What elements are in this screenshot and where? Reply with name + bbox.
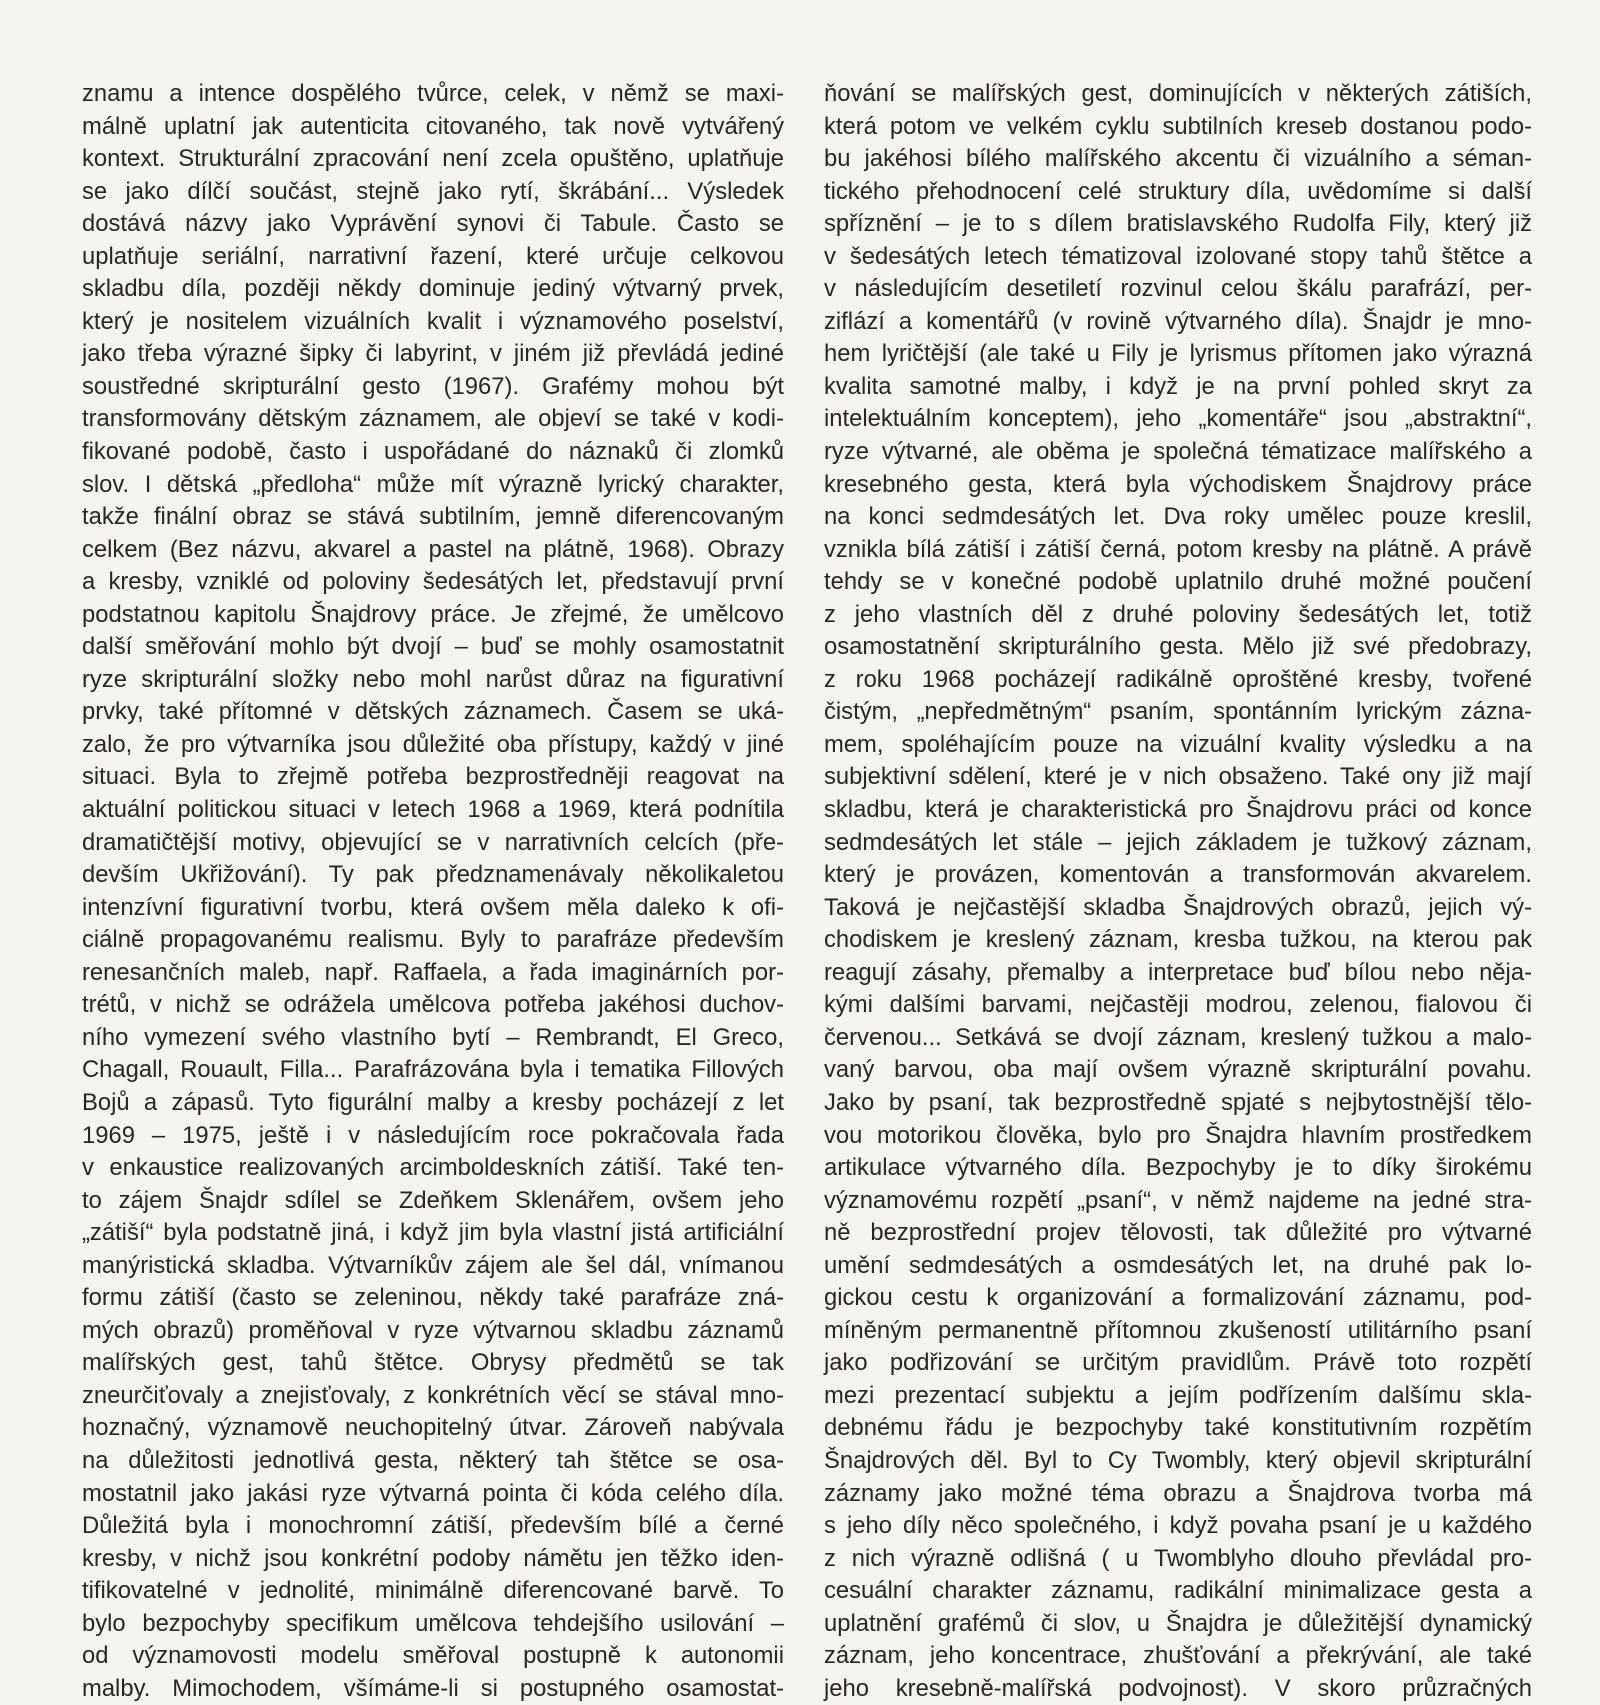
text-line: manýristická skladba. Výtvarníkův zájem ale šel dál, vnímanou: [82, 1251, 784, 1279]
text-line: debnému řádu je bezpochyby také konstitutivním rozpětím: [824, 1414, 1532, 1442]
text-line: spříznění – je to s dílem bratislavského Rudolfa Fily, který již: [824, 210, 1532, 238]
text-line: skladbu díla, později někdy dominuje jediný výtvarný prvek,: [82, 275, 784, 303]
text-line: kresby, v nichž jsou konkrétní podoby námětu jen těžko iden-: [82, 1544, 784, 1572]
text-line: umění sedmdesátých a osmdesátých let, na druhé pak lo-: [824, 1251, 1532, 1279]
text-line: hoznačný, významově neuchopitelný útvar. Zároveň nabývala: [82, 1414, 784, 1442]
text-line: Jako by psaní, tak bezprostředně spjaté s nejbytostnější tělo-: [824, 1088, 1532, 1116]
text-line: kontext. Strukturální zpracování není zcela opuštěno, uplatňuje: [82, 145, 784, 173]
text-line: osamostatnění skripturálního gesta. Mělo již své předobrazy,: [824, 633, 1532, 661]
text-line: zneurčiťovaly a znejisťovaly, z konkrétních věcí se stával mno-: [82, 1381, 784, 1409]
text-line: záznamy jako možné téma obrazu a Šnajdrova tvorba má: [824, 1479, 1532, 1507]
text-line: hem lyričtější (ale také u Fily je lyrismus přítomen jako výrazná: [824, 340, 1532, 368]
text-line: malby. Mimochodem, všímáme-li si postupného osamostat-: [82, 1674, 784, 1702]
text-line: málně uplatní jak autenticita citovaného, tak nově vytvářený: [82, 112, 784, 140]
text-line: fikované podobě, často i uspořádané do náznaků či zlomků: [82, 438, 784, 466]
text-line: to zájem Šnajdr sdílel se Zdeňkem Sklenářem, ovšem jeho: [82, 1186, 784, 1214]
text-line: v následujícím desetiletí rozvinul celou škálu parafrází, per-: [824, 275, 1532, 303]
text-line: gickou cestu k organizování a formalizování záznamu, pod-: [824, 1284, 1532, 1312]
text-line: vaný barvou, oba mají ovšem výrazně skripturální povahu.: [824, 1056, 1532, 1084]
text-line: renesančních maleb, např. Raffaela, a řada imaginárních por-: [82, 958, 784, 986]
text-line: trétů, v nichž se odrážela umělcova potřeba jakéhosi duchov-: [82, 991, 784, 1019]
text-line: tického přehodnocení celé struktury díla, uvědomíme si další: [824, 177, 1532, 205]
text-line: celkem (Bez názvu, akvarel a pastel na plátně, 1968). Obrazy: [82, 535, 784, 563]
text-line: další směřování mohlo být dvojí – buď se mohly osamostatnit: [82, 633, 784, 661]
text-line: kvalita samotné malby, i když je na první pohled skryt za: [824, 372, 1532, 400]
text-line: aktuální politickou situaci v letech 1968 a 1969, která podnítila: [82, 796, 784, 824]
text-line: bu jakéhosi bílého malířského akcentu či vizuálního a séman-: [824, 145, 1532, 173]
text-line: „zátiší“ byla podstatně jiná, i když jim byla vlastní jistá artificiální: [82, 1219, 784, 1247]
text-line: znamu a intence dospělého tvůrce, celek, v němž se maxi-: [82, 80, 784, 107]
text-line: Taková je nejčastější skladba Šnajdrových obrazů, jejich vý-: [824, 893, 1532, 921]
text-line: kresebného gesta, která byla východiskem Šnajdrovy práce: [824, 470, 1532, 498]
text-line: cesuální charakter záznamu, radikální minimalizace gesta a: [824, 1577, 1532, 1605]
text-line: dramatičtější motivy, objevující se v narrativních celcích (pře-: [82, 828, 784, 856]
text-line: ryze výtvarné, ale oběma je společná tématizace malířského a: [824, 438, 1532, 466]
text-line: artikulace výtvarného díla. Bezpochyby je to díky širokému: [824, 1154, 1532, 1182]
text-line: ciálně propagovanému realismu. Byly to parafráze především: [82, 926, 784, 954]
text-line: ryze skripturální složky nebo mohl narůst důraz na figurativní: [82, 665, 784, 693]
text-line: Důležitá byla i monochromní zátiší, především bílé a černé: [82, 1512, 784, 1540]
text-line: od významovosti modelu směřoval postupně k autonomii: [82, 1642, 784, 1670]
text-line: vznikla bílá zátiší i zátiší černá, potom kresby na plátně. A právě: [824, 535, 1532, 563]
text-line: v enkaustice realizovaných arcimboldeskních zátiší. Také ten-: [82, 1154, 784, 1182]
text-line: Šnajdrových děl. Byl to Cy Twombly, který objevil skripturální: [824, 1446, 1532, 1474]
text-line: podstatnou kapitolu Šnajdrovy práce. Je zřejmé, že umělcovo: [82, 600, 784, 628]
text-line: která potom ve velkém cyklu subtilních kreseb dostanou podo-: [824, 112, 1532, 140]
text-line: záznam, jeho koncentrace, zhušťování a překrývání, ale také: [824, 1642, 1532, 1670]
text-line: ního vymezení svého vlastního bytí – Rembrandt, El Greco,: [82, 1023, 784, 1051]
text-line: Bojů a zápasů. Tyto figurální malby a kresby pocházejí z let: [82, 1088, 784, 1116]
text-line: transformovány dětským záznamem, ale objeví se také v kodi-: [82, 405, 784, 433]
text-line: mezi prezentací subjektu a jejím podřízením dalšímu skla-: [824, 1381, 1532, 1409]
text-line: se jako dílčí součást, stejně jako rytí, škrábání... Výsledek: [82, 177, 784, 205]
text-line: z roku 1968 pocházejí radikálně oproštěné kresby, tvořené: [824, 665, 1532, 693]
text-line: který je nositelem vizuálních kvalit i významového poselství,: [82, 307, 784, 335]
text-line: jako podřizování se určitým pravidlům. Právě toto rozpětí: [824, 1349, 1532, 1377]
text-line: uplatnění grafémů či slov, u Šnajdra je důležitější dynamický: [824, 1609, 1532, 1637]
text-line: na konci sedmdesátých let. Dva roky umělec pouze kreslil,: [824, 503, 1532, 531]
text-line: prvky, také přítomné v dětských záznamech. Časem se uká-: [82, 698, 784, 726]
left-text-column: [82, 78, 784, 1705]
text-line: z jeho vlastních děl z druhé poloviny šedesátých let, totiž: [824, 600, 1532, 628]
text-line: z nich výrazně odlišná ( u Twomblyho dlouho převládal pro-: [824, 1544, 1532, 1572]
text-line: skladbu, která je charakteristická pro Šnajdrovu práci od konce: [824, 796, 1532, 824]
text-line: reagují zásahy, přemalby a interpretace buď bílou nebo něja-: [824, 958, 1532, 986]
text-line: 1969 – 1975, ještě i v následujícím roce pokračovala řada: [82, 1121, 784, 1149]
text-line: na důležitosti jednotlivá gesta, některý tah štětce se osa-: [82, 1446, 784, 1474]
text-line: ňování se malířských gest, dominujících v některých zátiších,: [824, 80, 1532, 107]
text-line: subjektivní sdělení, které je v nich obsaženo. Také ony již mají: [824, 763, 1532, 791]
text-line: takže finální obraz se stává subtilním, jemně diferencovaným: [82, 503, 784, 531]
text-line: jako třeba výrazné šipky či labyrint, v jiném již převládá jediné: [82, 340, 784, 368]
text-line: významovému rozpětí „psaní“, v němž najdeme na jedné stra-: [824, 1186, 1532, 1214]
text-line: jeho kresebně-malířská podvojnost). V skoro průzračných: [824, 1674, 1532, 1702]
text-line: malířských gest, tahů štětce. Obrysy předmětů se tak: [82, 1349, 784, 1377]
text-line: tifikovatelné v jednolité, minimálně diferencované barvě. To: [82, 1577, 784, 1605]
right-text-column: [824, 78, 1532, 1705]
text-line: ně bezprostřední projev tělovosti, tak důležité pro výtvarné: [824, 1219, 1532, 1247]
text-line: slov. I dětská „předloha“ může mít výrazně lyrický charakter,: [82, 470, 784, 498]
text-line: čistým, „nepředmětným“ psaním, spontánním lyrickým zázna-: [824, 698, 1532, 726]
text-line: ziflází a komentářů (v rovině výtvarného díla). Šnajdr je mno-: [824, 307, 1532, 335]
text-line: s jeho díly něco společného, i když povaha psaní je u každého: [824, 1512, 1532, 1540]
text-line: v šedesátých letech tématizoval izolované stopy tahů štětce a: [824, 242, 1532, 270]
text-line: chodiskem je kreslený záznam, kresba tužkou, na kterou pak: [824, 926, 1532, 954]
text-line: mostatnil jako jakási ryze výtvarná pointa či kóda celého díla.: [82, 1479, 784, 1507]
text-line: míněným permanentně přítomnou zkušeností utilitárního psaní: [824, 1316, 1532, 1344]
text-line: devším Ukřižování). Ty pak předznamenávaly několikaletou: [82, 861, 784, 889]
text-line: zalo, že pro výtvarníka jsou důležité oba přístupy, každý v jiné: [82, 730, 784, 758]
text-line: intenzívní figurativní tvorbu, která ovšem měla daleko k ofi-: [82, 893, 784, 921]
text-line: formu zátiší (často se zeleninou, někdy také parafráze zná-: [82, 1284, 784, 1312]
text-line: červenou... Setkává se dvojí záznam, kreslený tužkou a malo-: [824, 1023, 1532, 1051]
text-line: dostává názvy jako Vyprávění synovi či Tabule. Často se: [82, 210, 784, 238]
text-line: kými dalšími barvami, nejčastěji modrou, zelenou, fialovou či: [824, 991, 1532, 1019]
text-line: uplatňuje seriální, narrativní řazení, které určuje celkovou: [82, 242, 784, 270]
text-line: sedmdesátých let stále – jejich základem je tužkový záznam,: [824, 828, 1532, 856]
text-line: mých obrazů) proměňoval v ryze výtvarnou skladbu záznamů: [82, 1316, 784, 1344]
text-line: tehdy se v konečné podobě uplatnilo druhé možné poučení: [824, 568, 1532, 596]
text-line: Chagall, Rouault, Filla... Parafrázována byla i tematika Fillových: [82, 1056, 784, 1084]
text-line: a kresby, vzniklé od poloviny šedesátých let, představují první: [82, 568, 784, 596]
text-line: mem, spoléhajícím pouze na vizuální kvality výsledku a na: [824, 730, 1532, 758]
text-line: vou motorikou člověka, bylo pro Šnajdra hlavním prostředkem: [824, 1121, 1532, 1149]
text-line: soustředné skripturální gesto (1967). Grafémy mohou být: [82, 372, 784, 400]
text-line: který je provázen, komentován a transformován akvarelem.: [824, 861, 1532, 889]
text-line: intelektuálním konceptem), jeho „komentáře“ jsou „abstraktní“,: [824, 405, 1532, 433]
text-line: bylo bezpochyby specifikum umělcova tehdejšího usilování –: [82, 1609, 784, 1637]
text-line: situaci. Byla to zřejmě potřeba bezprostředněji reagovat na: [82, 763, 784, 791]
